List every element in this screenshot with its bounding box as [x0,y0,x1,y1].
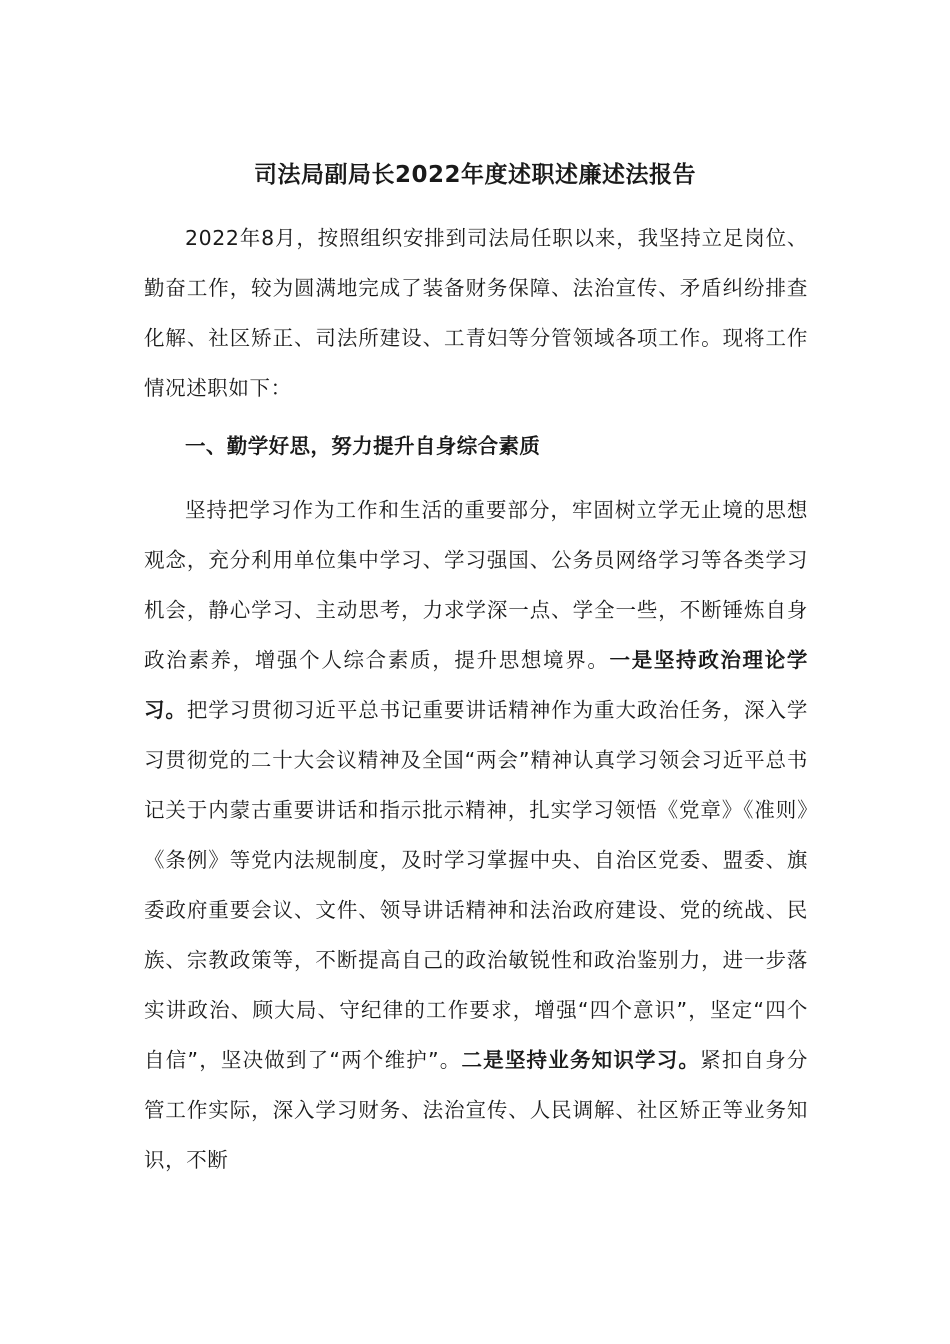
section-1-text-part-1: 坚持把学习作为工作和生活的重要部分，牢固树立学无止境的思想观念，充分利用单位集中学习、学习强国、公务员网络学习等各类学习机会，静心学习、主动思考，力求学深一点、学全一些，不断锤炼自身政治素养，增强个人综合素质，提升思想境界。 [144,498,808,672]
section-heading-1: 一、勤学好思，努力提升自身综合素质 [185,434,541,458]
section-1-point-2-label: 二是坚持业务知识学习。 [461,1048,701,1072]
section-1-paragraph [144,485,808,1185]
section-1-text-part-3: 紧扣自身分管工作实际，深入学习财务、法治宣传、人民调解、社区矫正等业务知识，不断 [144,1048,808,1172]
intro-paragraph: 2022年8月，按照组织安排到司法局任职以来，我坚持立足岗位、勤奋工作，较为圆满地完成了装备财务保障、法治宣传、矛盾纠纷排查化解、社区矫正、司法所建设、工青妇等分管领域各项工作。现将工作情况述职如下： [144,226,808,400]
document-title: 司法局副局长2022年度述职述廉述法报告 [253,162,696,188]
section-1-text-part-2: 把学习贯彻习近平总书记重要讲话精神作为重大政治任务，深入学习贯彻党的二十大会议精神及全国“两会”精神认真学习领会习近平总书记关于内蒙古重要讲话和指示批示精神，扎实学习领悟《党章》《准则》《条例》等党内法规制度，及时学习掌握中央、自治区党委、盟委、旗委政府重要会议、文件、领导讲话精神和法治政府建设、党的统战、民族、宗教政策等，不断提高自己的政治敏锐性和政治鉴别力，进一步落实讲政治、顾大局、守纪律的工作要求，增强“四个意识”，坚定“四个自信”，坚决做到了“两个维护”。 [144,698,808,1072]
section-1-point-1-label: 一是坚持政治理论学习。 [144,648,808,722]
